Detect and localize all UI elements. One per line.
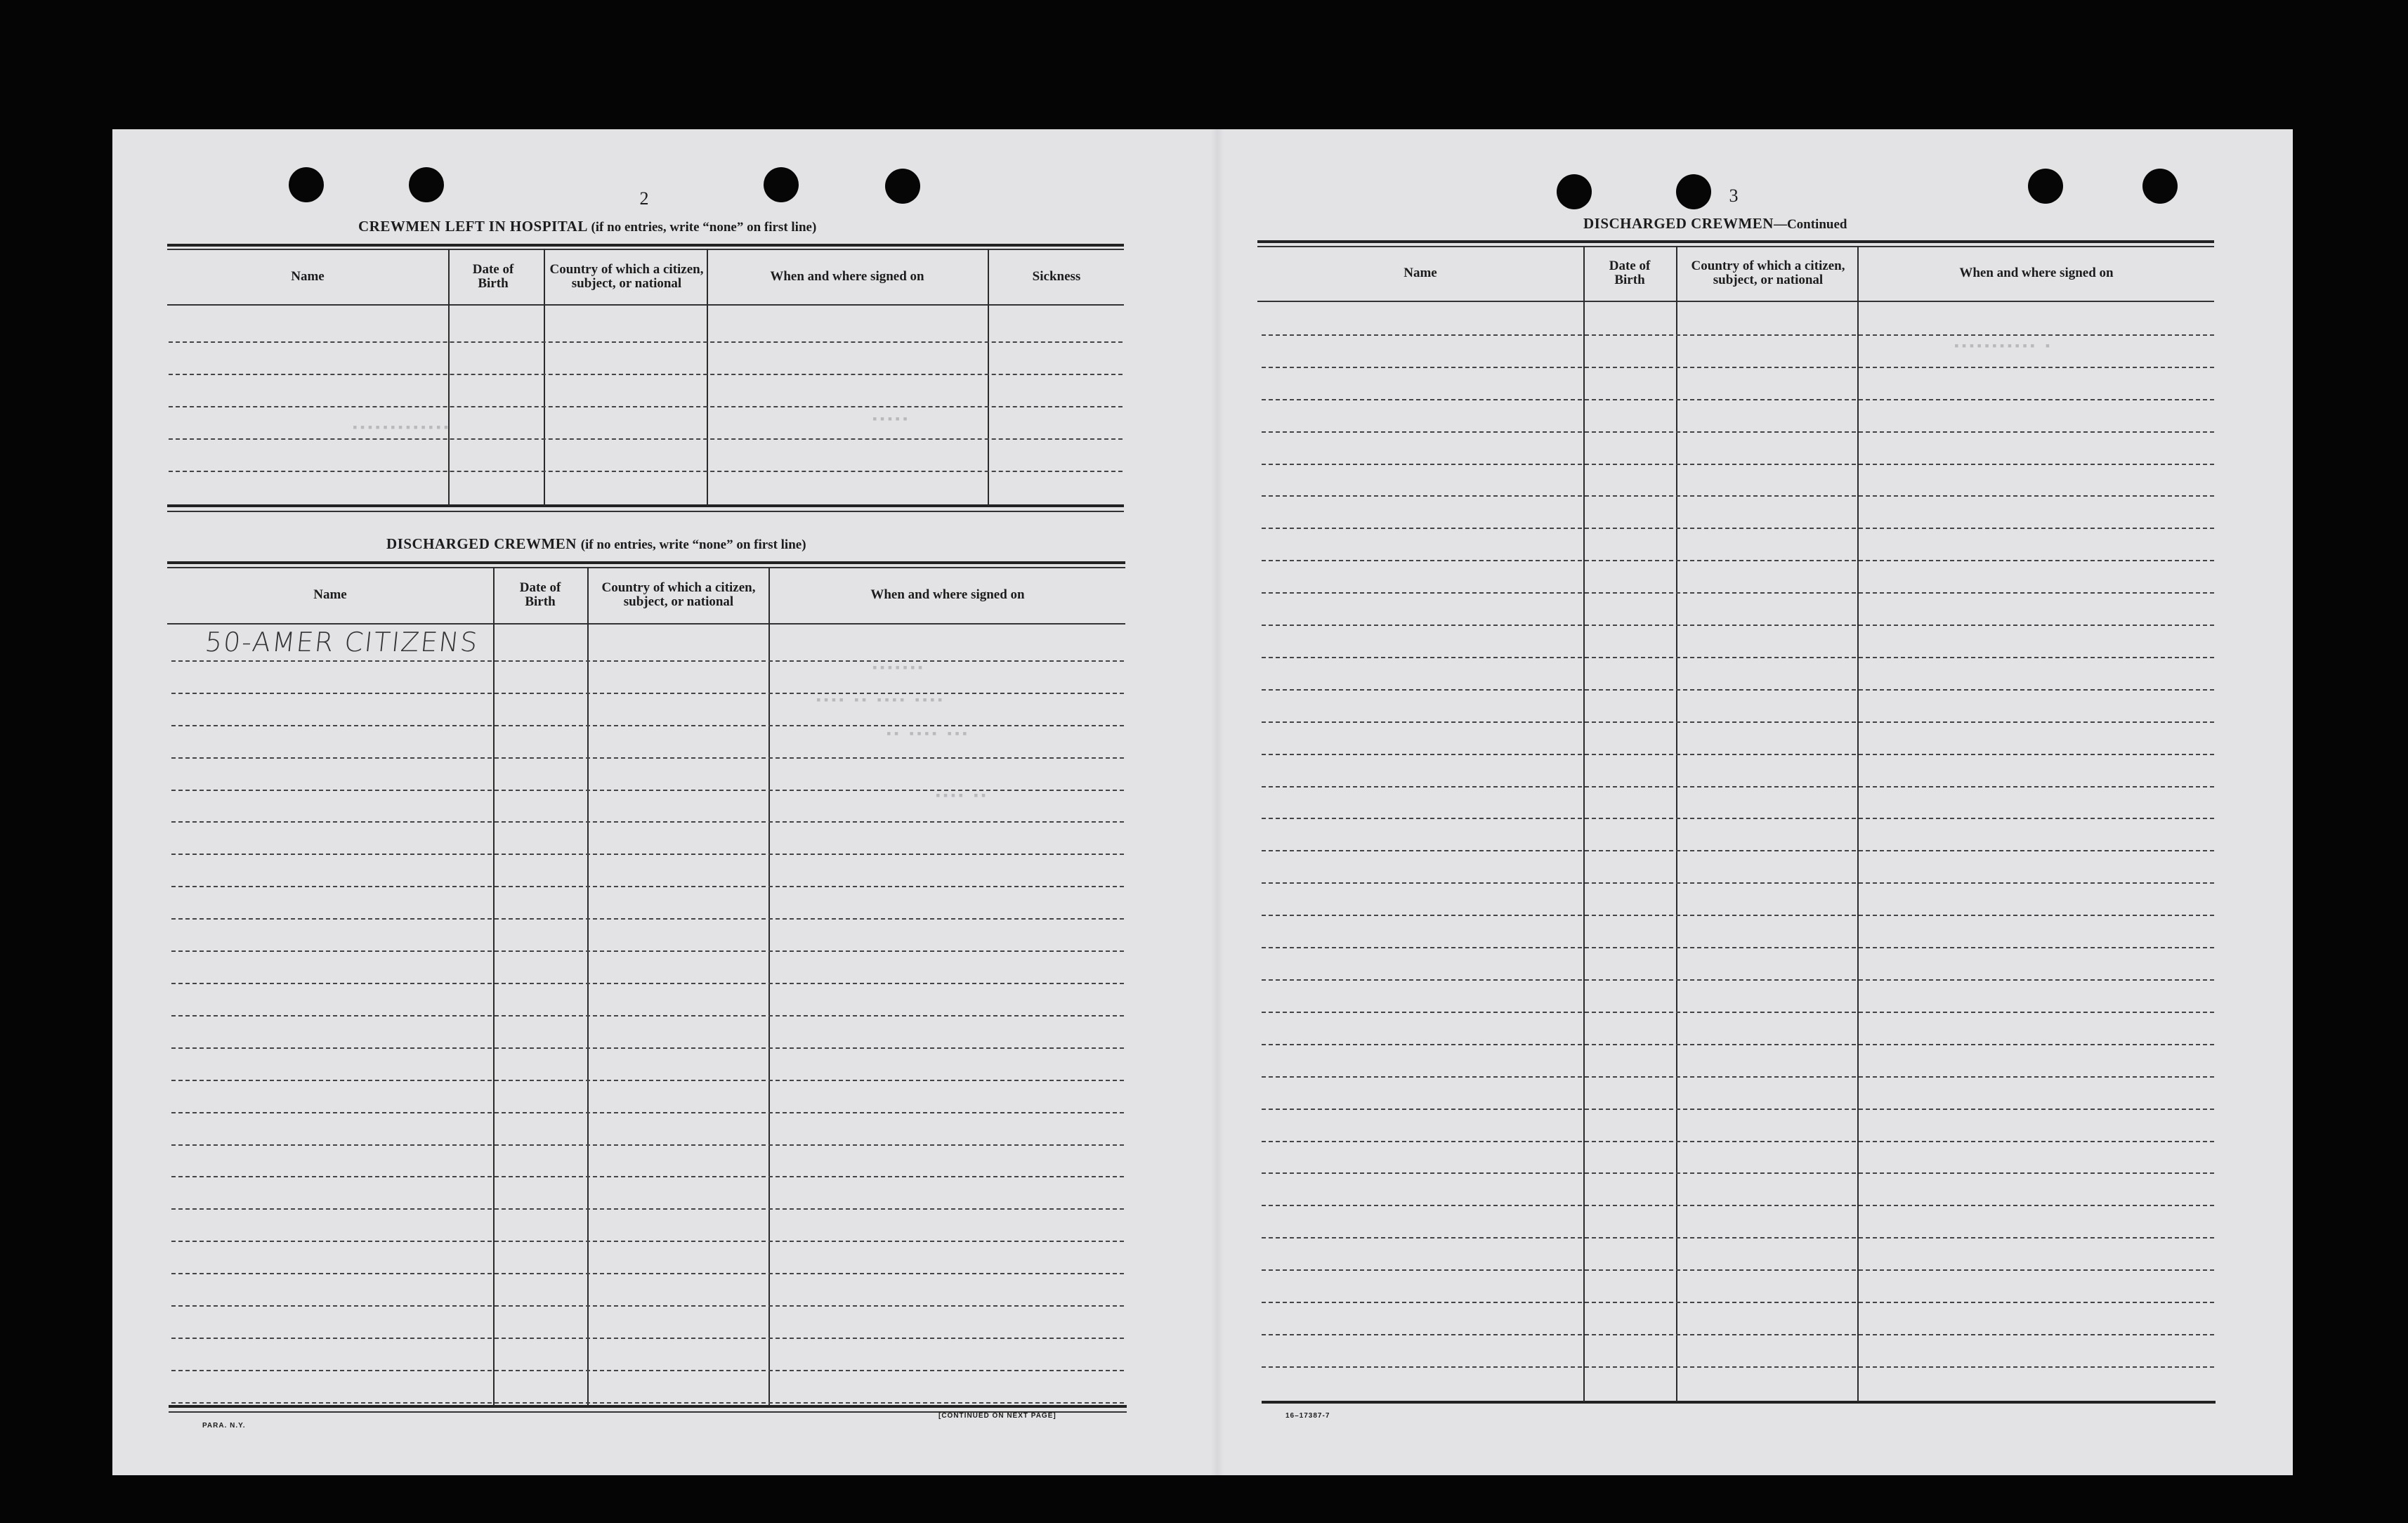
table-row-line: [1262, 1044, 2214, 1045]
footer-continued: [CONTINUED ON NEXT PAGE]: [938, 1412, 1056, 1420]
discharged-col-name: Name: [313, 587, 347, 602]
table-row-line: [171, 1176, 1124, 1177]
punch-hole: [289, 167, 324, 202]
table-row-line: [1262, 1109, 2214, 1110]
document-sheet: [112, 129, 2293, 1475]
table-row-line: [171, 1015, 1124, 1017]
table-row-line: [171, 950, 1124, 952]
hospital-title-text: CREWMEN LEFT IN HOSPITAL: [358, 218, 587, 235]
table-row-line: [1262, 979, 2214, 981]
table-row-line: [171, 1208, 1124, 1210]
table-row-line: [1262, 1237, 2214, 1238]
table-row-line: [1262, 560, 2214, 561]
footer-form-number: 16–17387-7: [1285, 1412, 1330, 1420]
discharged-col-signed-on: When and where signed on: [870, 587, 1025, 602]
punch-hole: [885, 169, 920, 204]
table-row-line: [1262, 464, 2214, 465]
page-fold: [1211, 129, 1224, 1475]
table-row-line: [171, 1273, 1124, 1274]
table-row-line: [1262, 495, 2214, 497]
hospital-row-line: [169, 471, 1123, 472]
table-row-line: [171, 1402, 1124, 1404]
punch-hole: [1557, 174, 1592, 209]
table-row-line: [1262, 1141, 2214, 1142]
hospital-col-signed-on: When and where signed on: [770, 269, 924, 284]
table-row-line: [171, 918, 1124, 920]
right-col-name: Name: [1403, 266, 1437, 280]
table-row-line: [1262, 334, 2214, 336]
table-row-line: [1262, 1334, 2214, 1335]
hospital-row-line: [169, 438, 1123, 440]
punch-hole: [764, 167, 799, 202]
table-row-line: [1262, 657, 2214, 658]
table-row-line: [1262, 947, 2214, 948]
table-row-line: [171, 1241, 1124, 1242]
discharged-continued-title: [1583, 215, 1847, 233]
bleed-through-mark: ▪▪▪▪▪▪▪: [871, 662, 924, 676]
discharged-col-dob: Date of Birth: [519, 580, 561, 609]
page-number-left: 2: [639, 188, 649, 209]
hospital-row-line: [169, 341, 1123, 343]
table-row-line: [1262, 431, 2214, 433]
table-row-line: [1262, 1172, 2214, 1174]
table-row-line: [1262, 1012, 2214, 1013]
discharged-continued-title-text: DISCHARGED CREWMEN: [1583, 215, 1774, 232]
discharged-section-title: [386, 535, 806, 553]
table-row-line: [1262, 882, 2214, 884]
discharged-col-country: Country of which a citizen, subject, or national: [601, 580, 756, 609]
table-row-line: [171, 1305, 1124, 1307]
bleed-through-mark: ▪▪ ▪▪▪▪ ▪▪▪: [885, 728, 969, 742]
table-row-line: [1262, 786, 2214, 787]
hospital-col-name: Name: [291, 269, 325, 284]
discharged-title-instruction: (if no entries, write “none” on first line): [580, 537, 806, 552]
table-row-line: [1262, 367, 2214, 368]
discharged-title-text: DISCHARGED CREWMEN: [386, 535, 577, 552]
bleed-through-mark: ▪▪▪▪▪▪▪▪▪▪▪ ▪: [1953, 340, 2052, 354]
discharged-continued-suffix: —Continued: [1773, 217, 1847, 232]
table-row-line: [171, 854, 1124, 855]
punch-hole: [409, 167, 444, 202]
hospital-row-line: [169, 374, 1123, 375]
hospital-col-country: Country of which a citizen, subject, or national: [549, 262, 704, 291]
table-row-line: [171, 983, 1124, 984]
table-row-line: [171, 660, 1124, 662]
hospital-title-instruction: (if no entries, write “none” on first line): [591, 220, 817, 235]
table-row-line: [171, 1144, 1124, 1146]
table-row-line: [1262, 399, 2214, 400]
bleed-through-mark: ▪▪▪▪ ▪▪: [934, 790, 988, 804]
table-row-line: [171, 1047, 1124, 1049]
bleed-through-mark: ▪▪▪▪▪: [871, 413, 910, 427]
table-row-line: [171, 886, 1124, 887]
hospital-col-dob: Date of Birth: [472, 262, 514, 291]
right-col-dob: Date of Birth: [1609, 259, 1651, 287]
table-row-line: [1262, 689, 2214, 691]
table-row-line: [1262, 915, 2214, 916]
table-row-line: [1262, 1205, 2214, 1206]
punch-hole: [2028, 169, 2063, 204]
table-row-line: [1262, 754, 2214, 755]
table-row-line: [1262, 818, 2214, 819]
table-row-line: [171, 1370, 1124, 1371]
right-col-signed-on: When and where signed on: [1959, 266, 2114, 280]
hospital-section-title: [358, 218, 816, 235]
table-row-line: [171, 725, 1124, 726]
table-row-line: [171, 821, 1124, 823]
bleed-through-mark: ▪▪▪▪ ▪▪ ▪▪▪▪ ▪▪▪▪: [815, 694, 944, 708]
table-row-line: [1262, 1076, 2214, 1078]
right-col-country: Country of which a citizen, subject, or national: [1691, 259, 1845, 287]
table-row-line: [171, 1112, 1124, 1113]
table-row-line: [1262, 1366, 2214, 1368]
table-row-line: [1262, 1302, 2214, 1303]
table-row-line: [1262, 592, 2214, 594]
table-row-line: [171, 1338, 1124, 1339]
punch-hole: [2142, 169, 2178, 204]
table-row-line: [171, 757, 1124, 759]
table-row-line: [1262, 528, 2214, 529]
bleed-through-mark: ▪▪▪▪▪▪▪▪▪▪▪▪▪: [351, 421, 450, 436]
table-row-line: [1262, 850, 2214, 851]
handwritten-entry: 50-AMER CITIZENS: [203, 627, 480, 658]
hospital-col-sickness: Sickness: [1032, 269, 1081, 284]
page-number-right: 3: [1729, 185, 1739, 206]
table-row-line: [171, 693, 1124, 694]
hospital-row-line: [169, 406, 1123, 407]
table-row-line: [1262, 625, 2214, 626]
footer-printer-mark: PARA. N.Y.: [202, 1422, 246, 1430]
table-row-line: [1262, 1269, 2214, 1271]
table-row-line: [1262, 721, 2214, 723]
punch-hole: [1676, 174, 1711, 209]
table-row-line: [171, 1080, 1124, 1081]
